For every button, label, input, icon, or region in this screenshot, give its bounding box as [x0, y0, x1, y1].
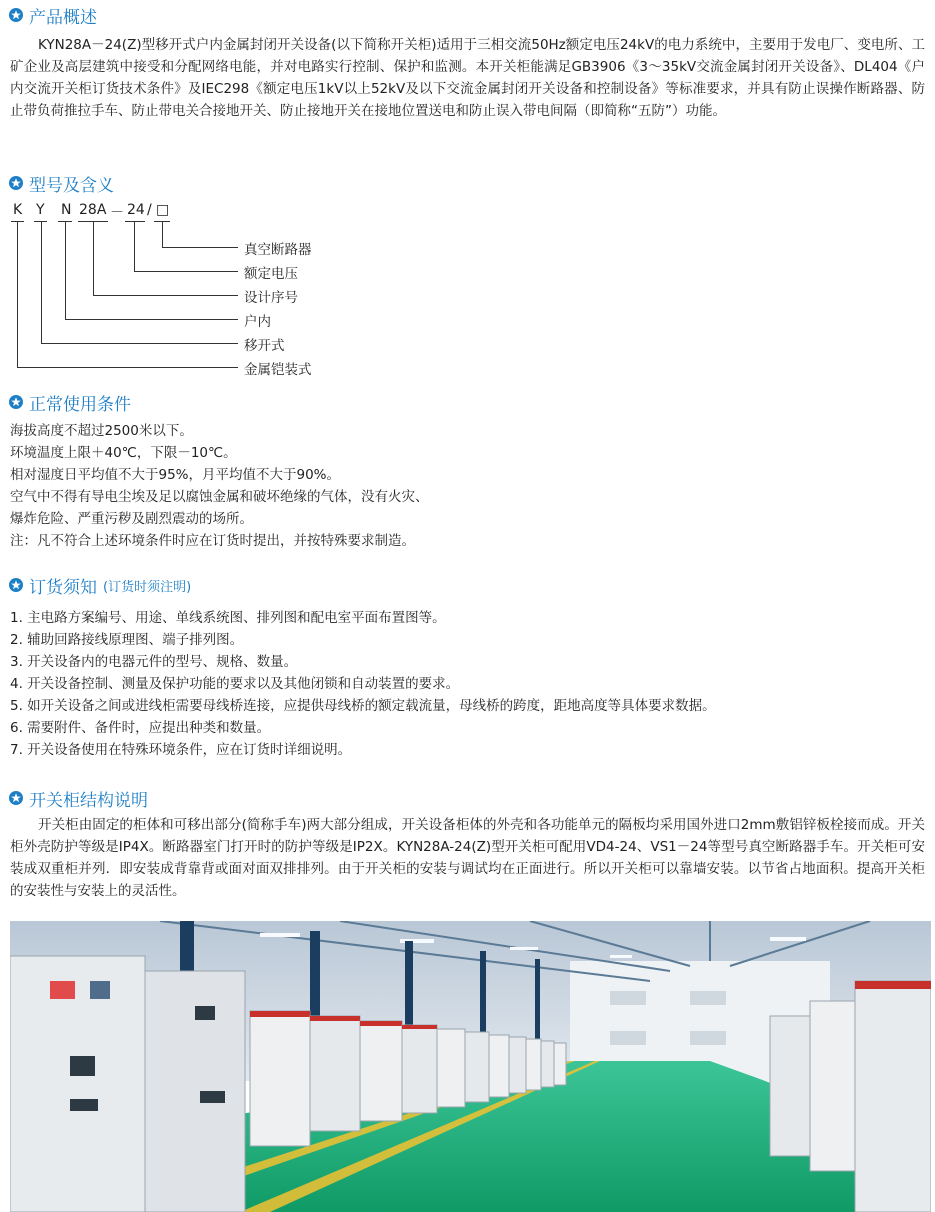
- star-badge-icon: [9, 578, 23, 592]
- leader-vertical: [17, 221, 18, 367]
- ordering-item: 1. 主电路方案编号、用途、单线系统图、排列图和配电室平面布置图等。: [10, 610, 446, 626]
- structure-paragraph: 开关柜由固定的柜体和可移出部分(简称手车)两大部分组成，开关设备柜体的外壳和各功能单元的隔板均采用国外进口2mm敷铝锌板栓接而成。开关柜外壳防护等级是IP4X。断路器室门打开时的防护等级是IP2X。KYN28A-24(Z)型开关柜可配用VD4-24、VS1－24等型号真空断路器手车。开关柜可安装成双重柜并列．即安装成背靠背或面对面双排排列。由于开关柜的安装与调试均在正面进行。所以开关柜可以靠墙安装。以节省占地面积。提高开关柜的安装性与安装上的灵活性。: [10, 817, 925, 899]
- ordering-list: [10, 607, 716, 761]
- leader-horizontal: [134, 271, 238, 272]
- leader-horizontal: [41, 343, 238, 344]
- section-heading-ordering: [9, 573, 191, 597]
- code-box: □: [156, 202, 170, 218]
- leader-vertical: [162, 221, 163, 247]
- code-label-indoor: 户内: [244, 314, 271, 330]
- leader-vertical: [93, 221, 94, 295]
- ordering-item: 6. 需要附件、备件时，应提出种类和数量。: [10, 720, 271, 736]
- section-heading-overview: [9, 3, 97, 27]
- section-title: 型号及含义: [29, 175, 114, 196]
- code-label-metal-clad: 金属铠装式: [244, 362, 312, 378]
- code-slash: /: [147, 202, 152, 218]
- leader-horizontal: [65, 319, 238, 320]
- section-heading-structure: [9, 786, 148, 810]
- code-label-vacuum-breaker: 真空断路器: [244, 242, 312, 258]
- condition-note: 注：凡不符合上述环境条件时应在订货时提出，并按特殊要求制造。: [10, 533, 415, 549]
- ordering-item: 5. 如开关设备之间或进线柜需要母线桥连接，应提供母线桥的额定载流量，母线桥的跨度，距地高度等具体要求数据。: [10, 698, 716, 714]
- section-heading-conditions: [9, 390, 131, 414]
- overview-paragraph: KYN28A－24(Z)型移开式户内金属封闭开关设备(以下简称开关柜)适用于三相交流50Hz额定电压24kV的电力系统中，主要用于发电厂、变电所、工矿企业及高层建筑中接受和分配网络电能，并对电路实行控制、保护和监测。本开关柜能满足GB3906《3～35kV交流金属封闭开关设备》、DL404《户内交流开关柜订货技术条件》及IEC298《额定电压1kV以上52kV及以下交流金属封闭开关设备和控制设备》等标准要求，并具有防止误操作断路器、防止带负荷推拉手车、防止带电关合接地开关、防止接地开关在接地位置送电和防止误入带电间隔（即简称“五防”）功能。: [10, 37, 925, 119]
- code-dash: －: [110, 205, 124, 221]
- star-badge-icon: [9, 8, 23, 22]
- section-title: 开关柜结构说明: [29, 790, 148, 811]
- leader-vertical: [65, 221, 66, 319]
- code-voltage: 24: [127, 202, 145, 218]
- leader-vertical: [41, 221, 42, 343]
- code-label-design-no: 设计序号: [244, 290, 298, 306]
- star-badge-icon: [9, 791, 23, 805]
- code-char-y: Y: [36, 202, 45, 218]
- code-char-n: N: [61, 202, 72, 218]
- ordering-item: 4. 开关设备控制、测量及保护功能的要求以及其他闭锁和自动装置的要求。: [10, 676, 460, 692]
- star-badge-icon: [9, 395, 23, 409]
- section-heading-model: [9, 171, 114, 195]
- code-label-withdrawable: 移开式: [244, 338, 285, 354]
- code-label-rated-voltage: 额定电压: [244, 266, 298, 282]
- code-underline: [125, 221, 145, 222]
- section-subtitle-note: (订货时须注明): [103, 579, 192, 595]
- condition-line: 环境温度上限＋40℃，下限－10℃。: [10, 445, 237, 461]
- code-char-k: K: [13, 202, 23, 218]
- condition-line: 海拔高度不超过2500米以下。: [10, 423, 193, 439]
- leader-horizontal: [93, 295, 238, 296]
- condition-line: 相对湿度日平均值不大于95%，月平均值不大于90%。: [10, 467, 341, 483]
- section-title: 正常使用条件: [29, 394, 131, 415]
- factory-floor-photo: [10, 921, 931, 1212]
- condition-line: 爆炸危险、严重污秽及剧烈震动的场所。: [10, 511, 253, 527]
- leader-vertical: [134, 221, 135, 271]
- ordering-item: 2. 辅助回路接线原理图、端子排列图。: [10, 632, 244, 648]
- star-badge-icon: [9, 176, 23, 190]
- conditions-list: [10, 420, 429, 552]
- ordering-item: 7. 开关设备使用在特殊环境条件，应在订货时详细说明。: [10, 742, 352, 758]
- leader-horizontal: [162, 247, 238, 248]
- section-title: 订货须知: [29, 577, 97, 598]
- ordering-item: 3. 开关设备内的电器元件的型号、规格、数量。: [10, 654, 298, 670]
- condition-line: 空气中不得有导电尘埃及足以腐蚀金属和破坏绝缘的气体，没有火灾、: [10, 489, 429, 505]
- leader-horizontal: [17, 367, 238, 368]
- section-title: 产品概述: [29, 7, 97, 28]
- code-design-no: 28A: [79, 202, 107, 218]
